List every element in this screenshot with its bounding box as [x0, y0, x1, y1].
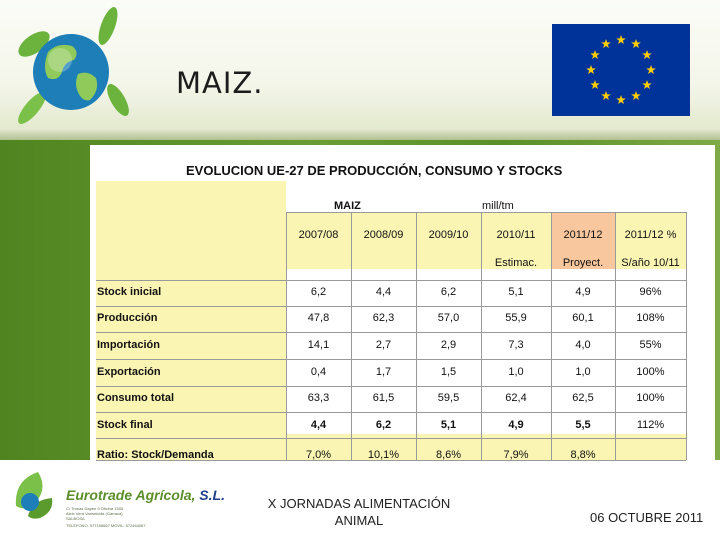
- column-subheader: Estimac.: [494, 257, 538, 269]
- table-cell: 62,5: [572, 392, 594, 404]
- column-header: 2007/08: [298, 229, 339, 241]
- table-cell: 61,5: [372, 392, 395, 404]
- column-header: 2011/12: [563, 229, 603, 241]
- table-cell: 6,2: [375, 419, 392, 431]
- table-cell: 14,1: [307, 339, 330, 351]
- table-cell: 59,5: [437, 392, 460, 404]
- table-cell: 1,0: [508, 366, 524, 378]
- grid-hline: [96, 280, 686, 281]
- table-cell: 55,9: [505, 312, 527, 324]
- product-label: MAIZ: [334, 200, 361, 212]
- slide-title: MAIZ.: [176, 66, 264, 100]
- table-cell: 1,5: [440, 366, 457, 378]
- company-address-2: Aleix Vera Vanselvida (Garraca): [66, 511, 123, 516]
- table-cell: 63,3: [307, 392, 330, 404]
- footer-event: X JORNADAS ALIMENTACIÓN ANIMAL: [267, 496, 451, 528]
- table-cell: 1,0: [575, 366, 591, 378]
- table-cell: 112%: [636, 419, 665, 431]
- table-cell: 7,0%: [305, 449, 332, 461]
- table-cell: 5,5: [575, 419, 591, 431]
- table-cell: 7,9%: [503, 449, 529, 461]
- table-cell: 4,9: [508, 419, 524, 431]
- table-cell: 8,8%: [570, 449, 596, 461]
- column-subheader: Proyect.: [562, 257, 604, 269]
- table-cell: 10,1%: [367, 449, 400, 461]
- table-cell: 96%: [639, 286, 662, 298]
- table-cell: 6,2: [310, 286, 327, 298]
- table-cell: 62,3: [372, 312, 395, 324]
- grid-hline: [96, 438, 686, 439]
- grid-hline: [286, 212, 686, 213]
- table-cell: 47,8: [307, 312, 330, 324]
- table-cell: 100%: [636, 392, 665, 404]
- column-header: 2009/10: [428, 229, 469, 241]
- table-cell: 2,7: [375, 339, 392, 351]
- table-cell: 60,1: [572, 312, 594, 324]
- unit-label: mill/tm: [482, 200, 514, 212]
- table-title: EVOLUCION UE-27 DE PRODUCCIÓN, CONSUMO Y STOCKS: [186, 163, 563, 178]
- table-cell: 2,9: [440, 339, 457, 351]
- grid-vline: [686, 212, 687, 460]
- globe-leaves-icon: [8, 4, 134, 130]
- column-subheader: S/año 10/11: [621, 257, 680, 269]
- company-address-3: SALBOSA: [66, 516, 85, 521]
- table-cell: 6,2: [440, 286, 457, 298]
- row-label: Stock final: [97, 419, 153, 431]
- column-header: 2010/11: [496, 229, 536, 241]
- row-label: Consumo total: [97, 392, 174, 404]
- row-label: Producción: [97, 312, 158, 324]
- table-cell: 100%: [636, 366, 665, 378]
- grid-hline: [96, 386, 686, 387]
- column-header: 2011/12 %: [624, 229, 677, 241]
- table-cell: 4,4: [310, 419, 327, 431]
- row-label: Stock inicial: [97, 286, 162, 298]
- row-label: Exportación: [97, 366, 161, 378]
- column-header: 2008/09: [363, 229, 404, 241]
- grid-hline: [96, 412, 686, 413]
- grid-hline: [96, 332, 686, 333]
- leaf-logo-icon: [8, 466, 58, 526]
- company-address-1: C/ Tronas Dapen 9 Oficina 1505: [66, 506, 124, 511]
- table-cell: 5,1: [508, 286, 524, 298]
- table-cell: 5,1: [440, 419, 457, 431]
- table-cell: 4,4: [375, 286, 392, 298]
- table-cell: 0,4: [310, 366, 327, 378]
- eu-flag-icon: [552, 24, 690, 116]
- table-cell: 4,9: [575, 286, 591, 298]
- company-phone: TELEFONO: 977198667 MOVIL: 672464067: [66, 523, 146, 528]
- footer-date: 06 OCTUBRE 2011: [590, 510, 704, 525]
- table-cell: 7,3: [508, 339, 524, 351]
- company-name: Eurotrade Agrícola, S.L.: [66, 487, 225, 503]
- table-cell: 8,6%: [435, 449, 462, 461]
- row-label: Ratio: Stock/Demanda: [97, 449, 214, 461]
- table-cell: 62,4: [505, 392, 527, 404]
- grid-hline: [96, 306, 686, 307]
- table-cell: 1,7: [375, 366, 392, 378]
- row-label: Importación: [97, 339, 160, 351]
- table-cell: 4,0: [575, 339, 591, 351]
- table-cell: 108%: [636, 312, 665, 324]
- table-cell: 57,0: [437, 312, 460, 324]
- table-cell: 55%: [639, 339, 662, 351]
- grid-hline: [96, 359, 686, 360]
